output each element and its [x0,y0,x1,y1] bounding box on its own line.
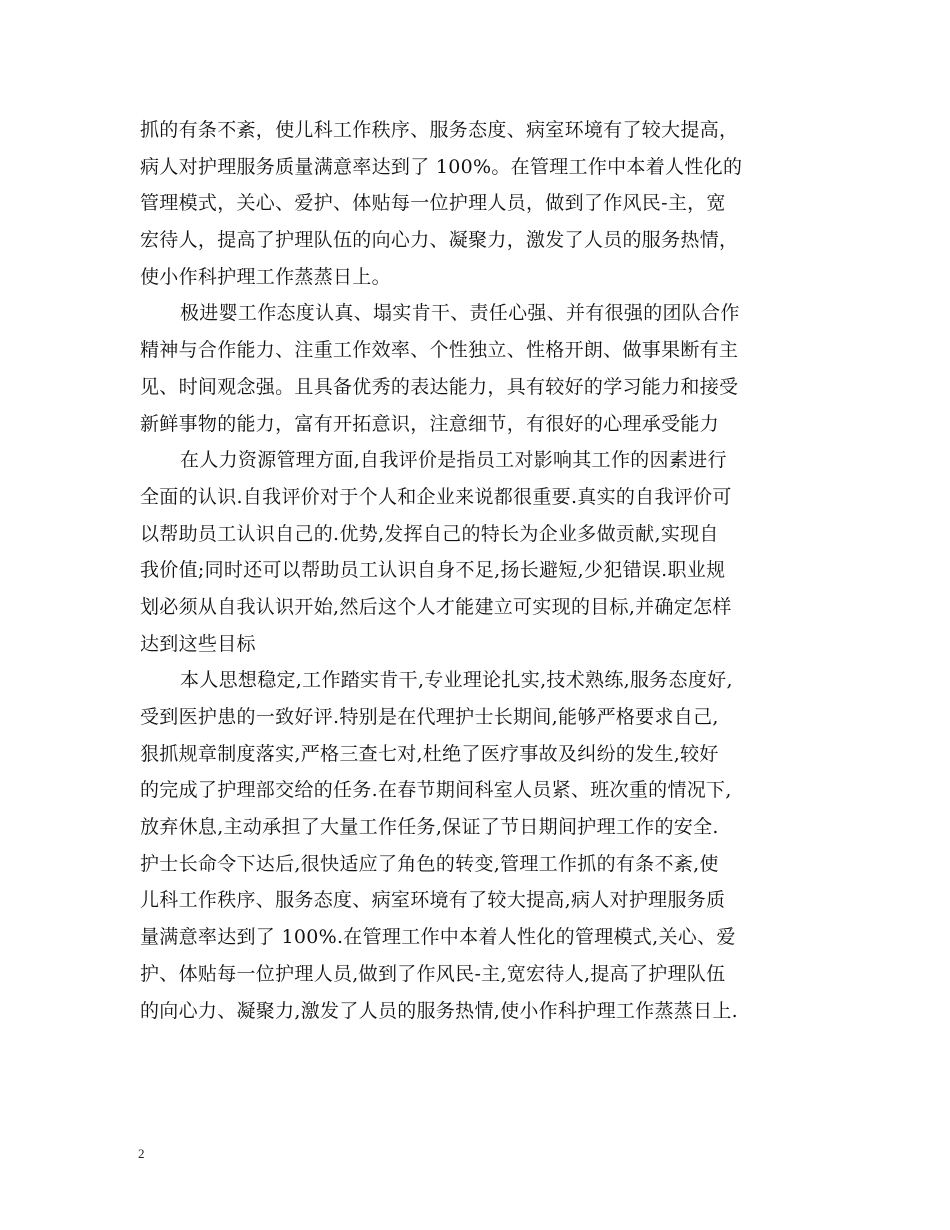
text-line: 量满意率达到了 100%.在管理工作中本着人性化的管理模式,关心、爱 [140,926,736,949]
text-line: 护士长命令下达后,很快适应了角色的转变,管理工作抓的有条不紊,使 [140,852,719,875]
text-line: 管理模式，关心、爱护、体贴每一位护理人员，做到了作风民-主，宽 [140,192,726,215]
text-line: 达到这些目标 [140,632,256,655]
page-number: 2 [138,1146,145,1161]
text-line: 的完成了护理部交给的任务.在春节期间科室人员紧、班次重的情况下, [140,779,732,802]
text-line: 放弃休息,主动承担了大量工作任务,保证了节日期间护理工作的安全. [140,816,719,839]
text-line: 见、时间观念强。且具备优秀的表达能力，具有较好的学习能力和接受 [140,375,739,398]
document-body [140,112,825,1029]
text-line: 以帮助员工认识自己的.优势,发挥自己的特长为企业多做贡献,实现自 [140,522,719,545]
text-line: 新鲜事物的能力，富有开拓意识，注意细节，有很好的心理承受能力 [140,412,720,435]
text-line: 本人思想稳定,工作踏实肯干,专业理论扎实,技术熟练,服务态度好, [180,669,733,692]
text-line: 狠抓规章制度落实,严格三查七对,杜绝了医疗事故及纠纷的发生,较好 [140,742,719,765]
text-line: 儿科工作秩序、服务态度、病室环境有了较大提高,病人对护理服务质 [140,889,726,912]
text-line: 精神与合作能力、注重工作效率、个性独立、性格开朗、做事果断有主 [140,339,739,362]
text-line: 抓的有条不紊，使儿科工作秩序、服务态度、病室环境有了较大提高， [140,119,739,141]
text-line: 使小作科护理工作蒸蒸日上。 [140,265,391,288]
text-line: 在人力资源管理方面,自我评价是指员工对影响其工作的因素进行 [180,449,727,472]
text-line: 极进婴工作态度认真、塌实肯干、责任心强、并有很强的团队合作 [180,302,740,325]
text-line: 划必须从自我认识开始,然后这个人才能建立可实现的目标,并确定怎样 [140,595,732,618]
text-line: 护、体贴每一位护理人员,做到了作风民-主,宽宏待人,提高了护理队伍 [140,962,726,985]
text-line: 病人对护理服务质量满意率达到了 100%。在管理工作中本着人性化的 [140,155,743,178]
text-line: 全面的认识.自我评价对于个人和企业来说都很重要.真实的自我评价可 [140,485,732,508]
text-line: 宏待人，提高了护理队伍的向心力、凝聚力，激发了人员的服务热情， [140,229,739,252]
text-line: 的向心力、凝聚力,激发了人员的服务热情,使小作科护理工作蒸蒸日上. [140,999,739,1022]
text-line: 受到医护患的一致好评.特别是在代理护士长期间,能够严格要求自己, [140,706,719,728]
text-line: 我价值;同时还可以帮助员工认识自身不足,扬长避短,少犯错误.职业规 [140,559,726,582]
